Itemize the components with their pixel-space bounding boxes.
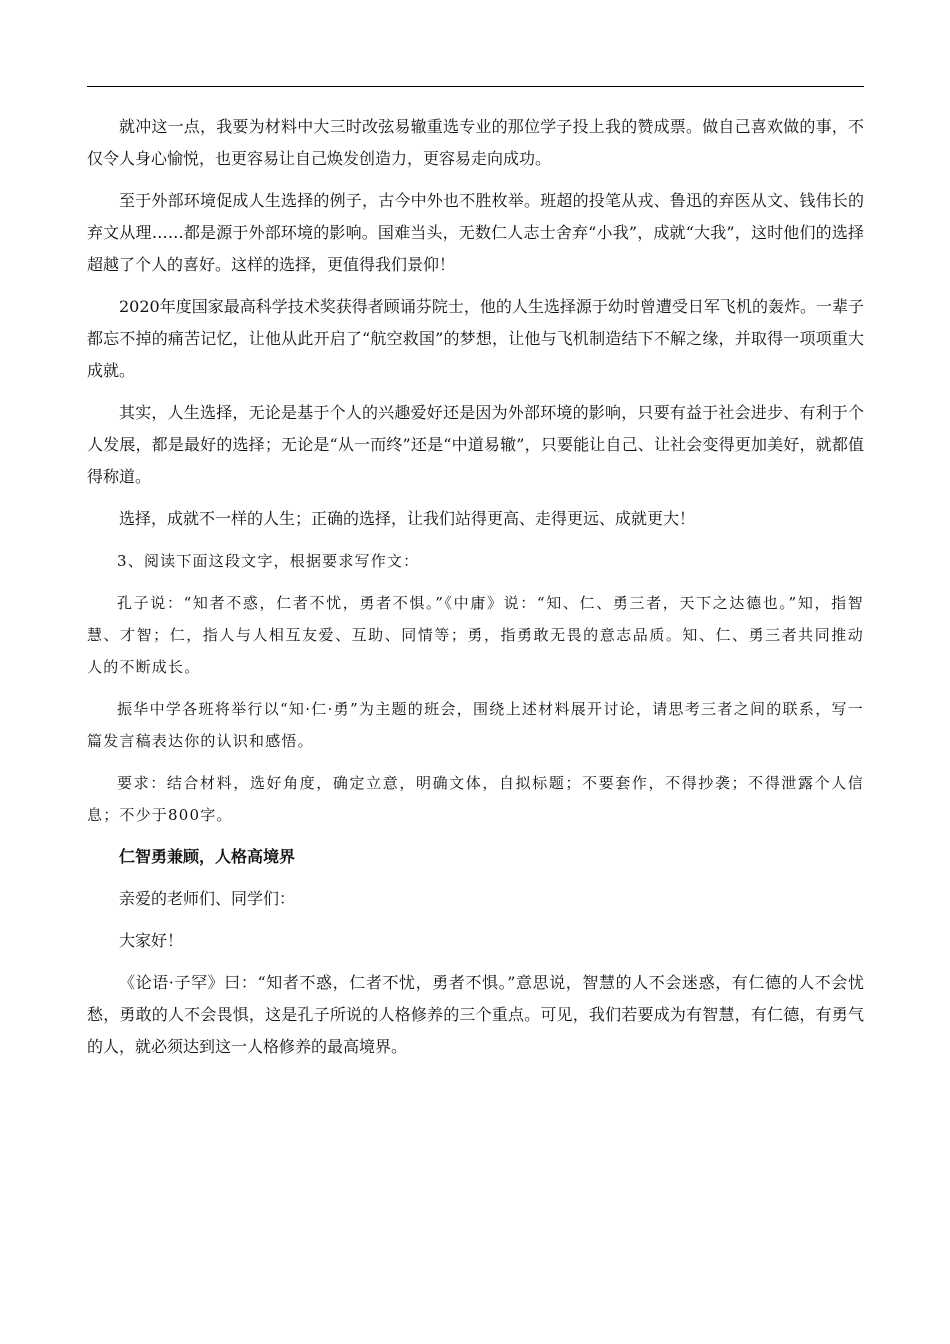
- question-number-heading: 3、阅读下面这段文字，根据要求写作文：: [117, 552, 420, 570]
- paragraph-class-meeting: 振华中学各班将举行以“知·仁·勇”为主题的班会，围绕上述材料展开讨论，请思考三者之间的联系，写一篇发言稿表达你的认识和感悟。: [87, 700, 864, 750]
- greeting: 大家好！: [119, 931, 184, 950]
- paragraph-lunyu: 《论语·子罕》曰：“知者不惑，仁者不忧，勇者不惧。”意思说，智慧的人不会迷惑，有仁德的人不会忧愁，勇敢的人不会畏惧，这是孔子所说的人格修养的三个重点。可见，我们若要成为有智慧，有仁德，有勇气的人，就必须达到这一人格修养的最高境界。: [87, 973, 864, 1056]
- essay-title: 仁智勇兼顾，人格高境界: [119, 847, 296, 866]
- paragraph-external-environment: 至于外部环境促成人生选择的例子，古今中外也不胜枚举。班超的投笔从戎、鲁迅的弃医从文、钱伟长的弃文从理……都是源于外部环境的影响。国难当头，无数仁人志士舍弃“小我”，成就“大我”，这时他们的选择超越了个人的喜好。这样的选择，更值得我们景仰！: [87, 191, 864, 274]
- header-rule: [87, 86, 864, 87]
- document-body: [87, 111, 864, 1063]
- paragraph-confucius-material: 孔子说：“知者不惑，仁者不忧，勇者不惧。”《中庸》说：“知、仁、勇三者，天下之达德也。”知，指智慧、才智；仁，指人与人相互友爱、互助、同情等；勇，指勇敢无畏的意志品质。知、仁、勇三者共同推动人的不断成长。: [87, 594, 864, 676]
- paragraph-conclusion: 其实，人生选择，无论是基于个人的兴趣爱好还是因为外部环境的影响，只要有益于社会进步、有利于个人发展，都是最好的选择；无论是“从一而终”还是“中道易辙”，只要能让自己、让社会变得更加美好，就都值得称道。: [87, 403, 864, 486]
- paragraph-requirements: 要求：结合材料，选好角度，确定立意，明确文体，自拟标题；不要套作，不得抄袭；不得泄露个人信息；不少于800字。: [87, 774, 864, 824]
- paragraph-closing-line: 选择，成就不一样的人生；正确的选择，让我们站得更高、走得更远、成就更大！: [119, 509, 696, 528]
- paragraph-gu-songfen: 2020年度国家最高科学技术奖获得者顾诵芬院士，他的人生选择源于幼时曾遭受日军飞机的轰炸。一辈子都忘不掉的痛苦记忆，让他从此开启了“航空救国”的梦想，让他与飞机制造结下不解之缘，并取得一项项重大成就。: [87, 297, 864, 380]
- paragraph-support-choice: 就冲这一点，我要为材料中大三时改弦易辙重选专业的那位学子投上我的赞成票。做自己喜欢做的事，不仅令人身心愉悦，也更容易让自己焕发创造力，更容易走向成功。: [87, 117, 864, 168]
- salutation: 亲爱的老师们、同学们：: [119, 889, 296, 908]
